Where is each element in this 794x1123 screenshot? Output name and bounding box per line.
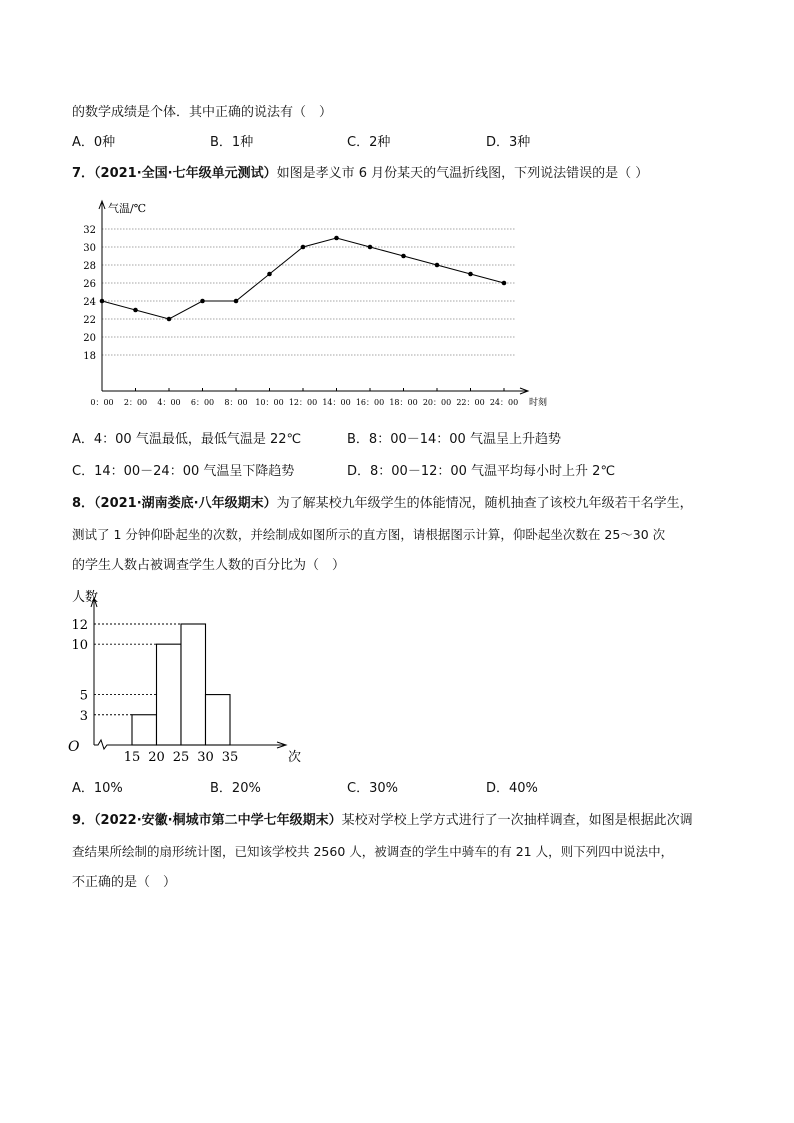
q8-source: （2021·湖南娄底·八年级期末） bbox=[94, 496, 277, 511]
x-tick-label: 18：00 bbox=[389, 398, 418, 407]
y-tick-label: 22 bbox=[83, 315, 96, 326]
q7-source: （2021·全国·七年级单元测试） bbox=[94, 166, 277, 181]
line-chart-series bbox=[100, 236, 507, 322]
y-axis-label: 人数 bbox=[72, 590, 99, 605]
q6-option-c: C．2种 bbox=[347, 135, 391, 150]
x-tick-label: 20 bbox=[148, 750, 165, 765]
y-tick-label: 10 bbox=[71, 638, 88, 654]
histogram-bars bbox=[132, 624, 230, 745]
y-tick-label: 18 bbox=[83, 351, 96, 362]
x-tick-label: 2：00 bbox=[123, 398, 148, 407]
histogram-bar bbox=[206, 695, 231, 745]
data-point bbox=[234, 299, 239, 304]
q9-stem-line1 bbox=[72, 812, 693, 830]
q7-option-a: A．4：00 气温最低，最低气温是 22℃ bbox=[72, 432, 302, 447]
y-tick-label: 24 bbox=[83, 297, 96, 308]
data-point bbox=[334, 236, 339, 241]
x-tick-label: 8：00 bbox=[224, 398, 248, 407]
data-point bbox=[468, 272, 473, 277]
temperature-series-line bbox=[102, 238, 504, 319]
x-tick-label: 16：00 bbox=[355, 398, 385, 407]
q9-stem-line2: 查结果所绘制的扇形统计图，已知该学校共 2560 人，被调查的学生中骑车的有 21 人，则下列四中说法中， bbox=[72, 844, 674, 859]
x-tick-label: 12：00 bbox=[288, 398, 318, 407]
q7-option-b: B．8：00－14：00 气温呈上升趋势 bbox=[347, 432, 561, 447]
q6-stem-tail: 的数学成绩是个体．其中正确的说法有（ ） bbox=[72, 105, 333, 120]
data-point bbox=[167, 317, 172, 322]
x-tick-label: 10：00 bbox=[255, 398, 284, 407]
q8-stem-line2: 测试了 1 分钟仰卧起坐的次数，并绘制成如图所示的直方图，请根据图示计算，仰卧起坐次数在 25～30 次 bbox=[72, 527, 666, 542]
line-chart-tick-labels bbox=[83, 201, 547, 408]
line-chart-grid bbox=[102, 229, 515, 355]
q8-option-b: B．20% bbox=[210, 781, 261, 796]
y-tick-label: 30 bbox=[83, 243, 96, 254]
x-tick-label: 35 bbox=[221, 750, 239, 765]
q8-option-d: D．40% bbox=[486, 781, 538, 796]
x-tick-label: 4：00 bbox=[157, 398, 181, 407]
situp-histogram bbox=[64, 586, 302, 766]
data-point bbox=[502, 281, 507, 286]
q6-option-d: D．3种 bbox=[486, 135, 531, 150]
q7-stem bbox=[72, 165, 648, 183]
line-chart-axes bbox=[99, 201, 528, 394]
q8-stem-line1 bbox=[72, 495, 693, 513]
x-axis-label: 次 bbox=[288, 750, 302, 765]
q7-option-c: C．14：00－24：00 气温呈下降趋势 bbox=[72, 464, 295, 479]
data-point bbox=[133, 308, 138, 313]
origin-label: O bbox=[68, 739, 80, 755]
q7-option-d: D．8：00－12：00 气温平均每小时上升 2℃ bbox=[347, 464, 616, 479]
q8-stem-line3: 的学生人数占被调查学生人数的百分比为（ ） bbox=[72, 558, 346, 573]
q8-number: 8． bbox=[72, 496, 95, 511]
y-axis-label: 气温/℃ bbox=[108, 202, 147, 215]
y-tick-label: 28 bbox=[83, 261, 96, 272]
x-axis-label: 时刻 bbox=[529, 398, 548, 408]
y-tick-label: 3 bbox=[79, 708, 88, 724]
histogram-bar bbox=[132, 715, 157, 745]
x-tick-label: 25 bbox=[172, 750, 190, 765]
x-tick-label: 30 bbox=[197, 750, 214, 765]
y-tick-label: 12 bbox=[71, 618, 88, 633]
x-tick-label: 0：00 bbox=[90, 398, 114, 407]
q9-stem-line3: 不正确的是（ ） bbox=[72, 875, 177, 890]
q8-option-a: A．10% bbox=[72, 781, 123, 796]
data-point bbox=[100, 299, 105, 304]
x-tick-label: 20：00 bbox=[422, 398, 452, 407]
data-point bbox=[401, 254, 406, 259]
q6-option-a: A．0种 bbox=[72, 135, 116, 150]
data-point bbox=[368, 245, 373, 250]
y-tick-label: 32 bbox=[83, 225, 96, 236]
q9-source: （2022·安徽·桐城市第二中学七年级期末） bbox=[94, 813, 342, 828]
temperature-line-chart bbox=[80, 195, 560, 415]
data-point bbox=[200, 299, 205, 304]
data-point bbox=[301, 245, 306, 250]
y-tick-label: 26 bbox=[83, 279, 96, 290]
data-point bbox=[267, 272, 272, 277]
histogram-bar bbox=[181, 624, 206, 745]
y-tick-label: 5 bbox=[79, 688, 88, 704]
x-tick-label: 14：00 bbox=[322, 398, 351, 407]
data-point bbox=[435, 263, 440, 268]
q9-number: 9． bbox=[72, 813, 95, 828]
q7-text: 如图是孝义市 6 月份某天的气温折线图，下列说法错误的是（ ） bbox=[276, 166, 649, 181]
x-tick-label: 6：00 bbox=[190, 398, 215, 407]
y-tick-label: 20 bbox=[83, 333, 96, 344]
q8-option-c: C．30% bbox=[347, 781, 398, 796]
x-tick-label: 22：00 bbox=[456, 398, 485, 407]
q7-number: 7． bbox=[72, 166, 95, 181]
x-tick-label: 15 bbox=[123, 750, 141, 765]
q9-text-1: 某校对学校上学方式进行了一次抽样调查，如图是根据此次调 bbox=[341, 813, 693, 828]
x-tick-label: 24：00 bbox=[489, 398, 519, 407]
q8-text-1: 为了解某校九年级学生的体能情况，随机抽查了该校九年级若干名学生， bbox=[276, 496, 693, 511]
q6-option-b: B．1种 bbox=[210, 135, 254, 150]
histogram-bar bbox=[157, 644, 182, 745]
